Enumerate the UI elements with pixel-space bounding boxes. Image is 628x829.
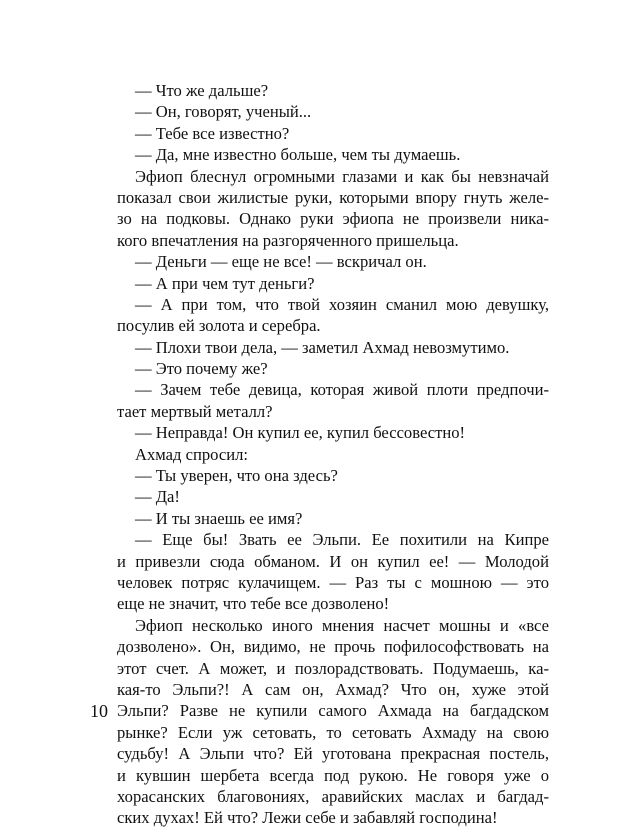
page-text [117,80,549,829]
text-line: человек потряс кулачищем. — Раз ты с мошною — это [117,572,549,592]
text-line: судьбу! А Эльпи что? Ей уготована прекрасная постель, [117,744,549,764]
text-line: хорасанских благовониях, аравийских маслах и багдад- [117,786,549,806]
text-line: — Зачем тебе девица, которая живой плоти предпочи- [135,380,549,400]
text-line: Эфиоп несколько иного мнения насчет мошны и «все [135,615,549,635]
text-line: — А при том, что твой хозяин сманил мою девушку, [135,294,549,314]
text-line: — Да, мне известно больше, чем ты думаешь. [135,145,461,165]
text-line: Эльпи? Разве не купили самого Ахмада на багдадском [117,701,549,721]
text-line: тает мертвый металл? [117,401,273,421]
text-line: и привезли сюда обманом. И он купил ее! — Молодой [117,551,549,571]
text-line: — А при чем тут деньги? [135,273,315,293]
text-line: Ахмад спросил: [135,444,249,464]
text-line: кого впечатления на разгоряченного пришельца. [117,230,459,250]
page-number: 10 [90,701,108,721]
text-line: посулив ей золота и серебра. [117,316,321,336]
text-line: — Ты уверен, что она здесь? [135,466,338,486]
text-line: — Плохи твои дела, — заметил Ахмад невозмутимо. [135,337,510,357]
text-line: ских духах! Ей что? Лежи себе и забавляй господина! [117,808,498,828]
text-line: — И ты знаешь ее имя? [135,508,303,528]
text-line: — Неправда! Он купил ее, купил бессовестно! [135,423,466,443]
text-line: — Да! [135,487,180,507]
text-line: и кувшин шербета всегда под рукою. Не говоря уже о [117,765,549,785]
text-line: зо на подковы. Однако руки эфиопа не произвели ника- [117,209,549,229]
text-line: — Это почему же? [135,359,268,379]
text-line: показал свои жилистые руки, которыми впору гнуть желе- [117,187,549,207]
text-line: — Деньги — еще не все! — вскричал он. [135,252,427,272]
text-line: — Он, говорят, ученый... [135,102,312,122]
text-line: — Тебе все известно? [135,123,290,143]
text-line: Эфиоп блеснул огромными глазами и как бы невзначай [135,166,549,186]
text-line: еще не значит, что тебе все дозволено! [117,594,390,614]
text-line: дозволено». Он, видимо, не прочь пофилософствовать на [117,637,549,657]
text-line: кая-то Эльпи?! А сам он, Ахмад? Что он, хуже этой [117,679,549,699]
text-line: — Что же дальше? [135,81,269,100]
text-line: рынке? Если уж сетовать, то сетовать Ахмаду на свою [117,722,549,742]
text-line: — Еще бы! Звать ее Эльпи. Ее похитили на Кипре [135,530,549,550]
text-line: этот счет. А может, и позлорадствовать. Подумаешь, ка- [117,658,549,678]
